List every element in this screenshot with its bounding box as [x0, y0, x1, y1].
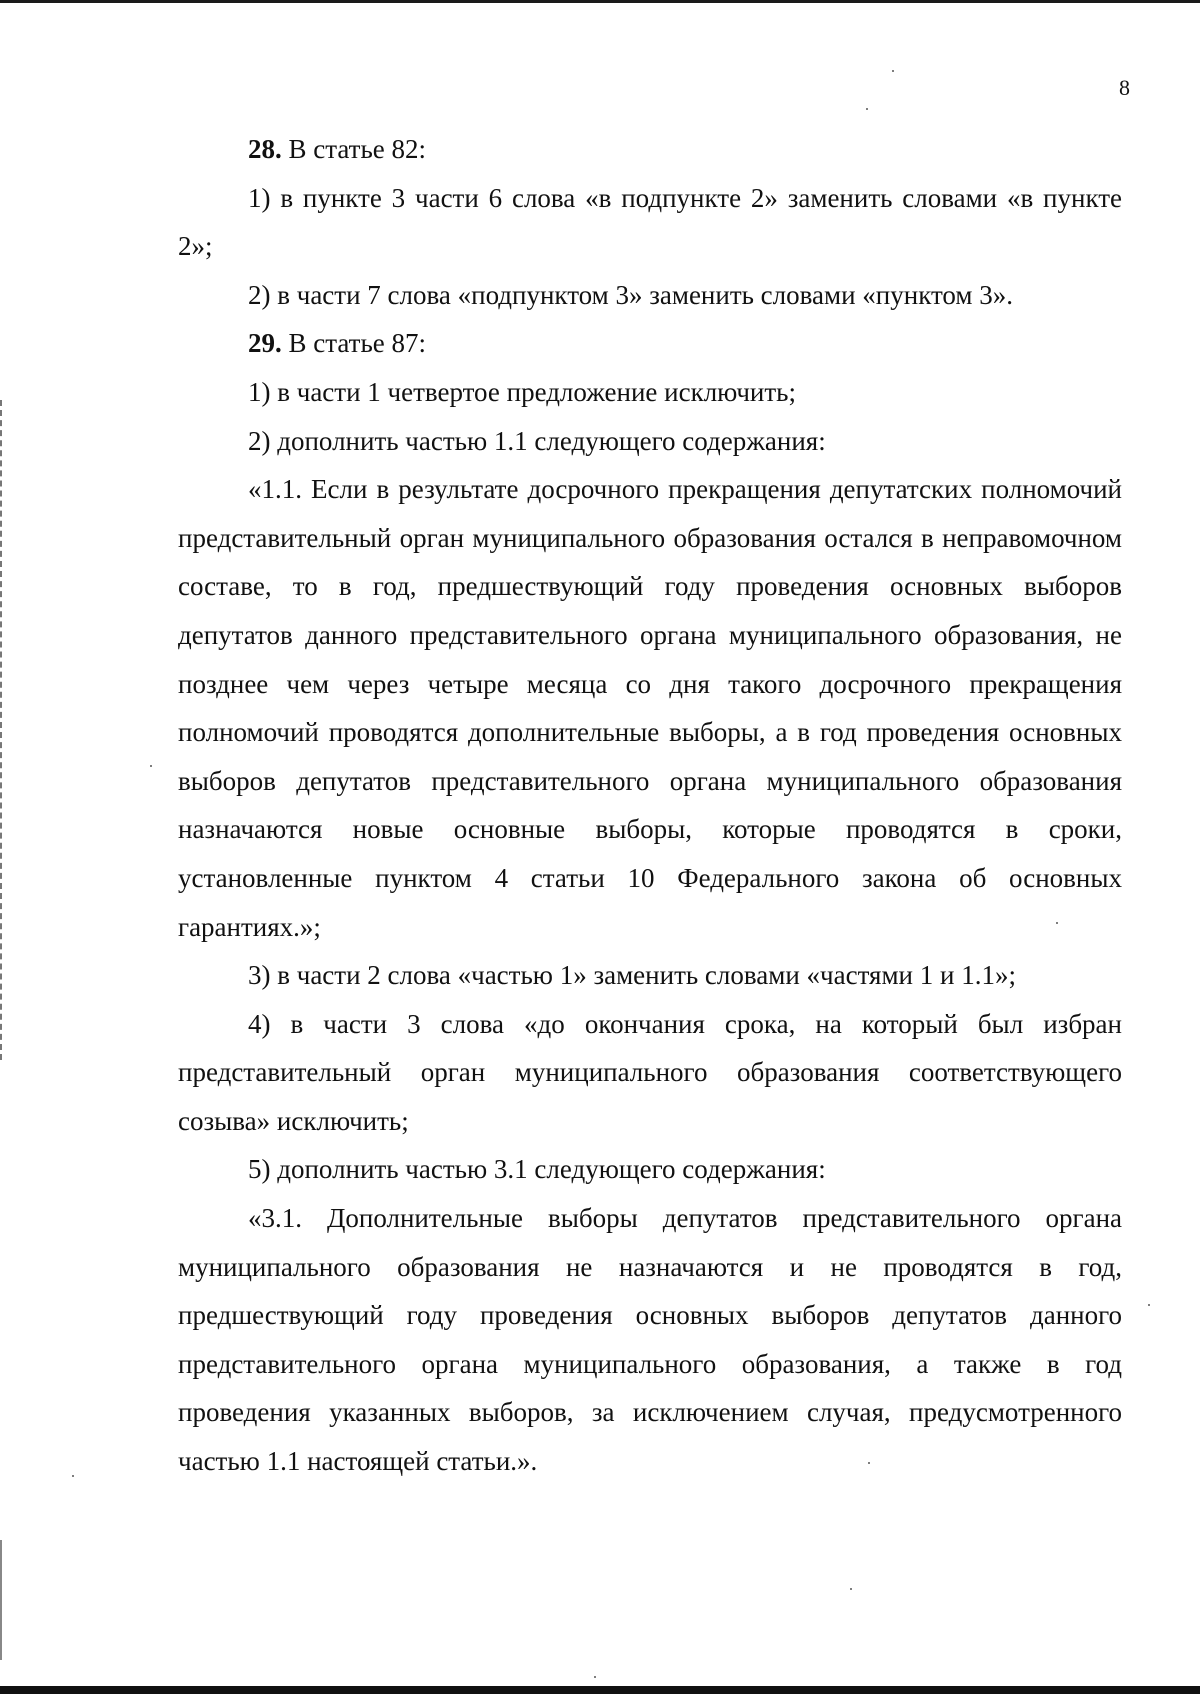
item-number: 29. [248, 328, 282, 359]
paragraph-article-87 [178, 319, 1122, 368]
scan-edge-bottom [0, 1686, 1200, 1694]
paragraph-quote-3-1: «3.1. Дополнительные выборы депутатов представительного органа муниципального образования не назначаются и не проводятся в год, предшествующий году проведения основных выборов депутатов данного представительного органа муниципального образования, а также в год проведения указанных выборов, за исключением случая, предусмотренного частью 1.1 настоящей статьи.». [178, 1203, 1122, 1477]
paragraph: 2) дополнить частью 1.1 следующего содержания: [248, 425, 826, 456]
paragraph: 4) в части 3 слова «до окончания срока, на который был избран представительный орган муниципального образования соответствующего созыва» исключить; [178, 1008, 1122, 1136]
paragraph: 3) в части 2 слова «частью 1» заменить словами «частями 1 и 1.1»; [248, 960, 1016, 991]
scan-speck [594, 1676, 596, 1678]
paragraph-text: В статье 87: [281, 328, 427, 359]
scan-speck [892, 70, 894, 72]
scan-edge-left [0, 400, 5, 1060]
scan-speck [72, 1475, 74, 1477]
scan-speck [150, 765, 152, 767]
paragraph: 2) в части 7 слова «подпунктом 3» заменить словами «пунктом 3». [248, 279, 1013, 310]
scan-speck [850, 1588, 852, 1590]
paragraph: 1) в пункте 3 части 6 слова «в подпункте 2» заменить словами «в пункте 2»; [178, 182, 1122, 262]
scan-edge-left-lower [0, 1540, 5, 1660]
paragraph-quote-1-1: «1.1. Если в результате досрочного прекращения депутатских полномочий представительный орган муниципального образования остался в неправомочном составе, то в год, предшествующий году проведения основных выборов депутатов данного представительного органа муниципального образования, не позднее чем через четыре месяца со дня такого досрочного прекращения полномочий проводятся дополнительные выборы, а в год проведения основных выборов депутатов представительного органа муниципального образования назначаются новые основные выборы, которые проводятся в сроки, установленные пунктом 4 статьи 10 Федерального закона об основных гарантиях.»; [178, 474, 1122, 942]
scan-edge-top [0, 0, 1200, 3]
paragraph-article-82 [178, 125, 1122, 174]
paragraph-text: В статье 82: [281, 134, 427, 164]
scan-speck [1148, 1304, 1150, 1306]
scan-speck [866, 108, 868, 110]
page-number: 8 [1119, 75, 1130, 100]
paragraph: 1) в части 1 четвертое предложение исключить; [248, 376, 796, 407]
paragraph: 5) дополнить частью 3.1 следующего содержания: [248, 1154, 826, 1185]
item-number: 28. [248, 134, 282, 164]
document-body [178, 125, 1122, 1486]
